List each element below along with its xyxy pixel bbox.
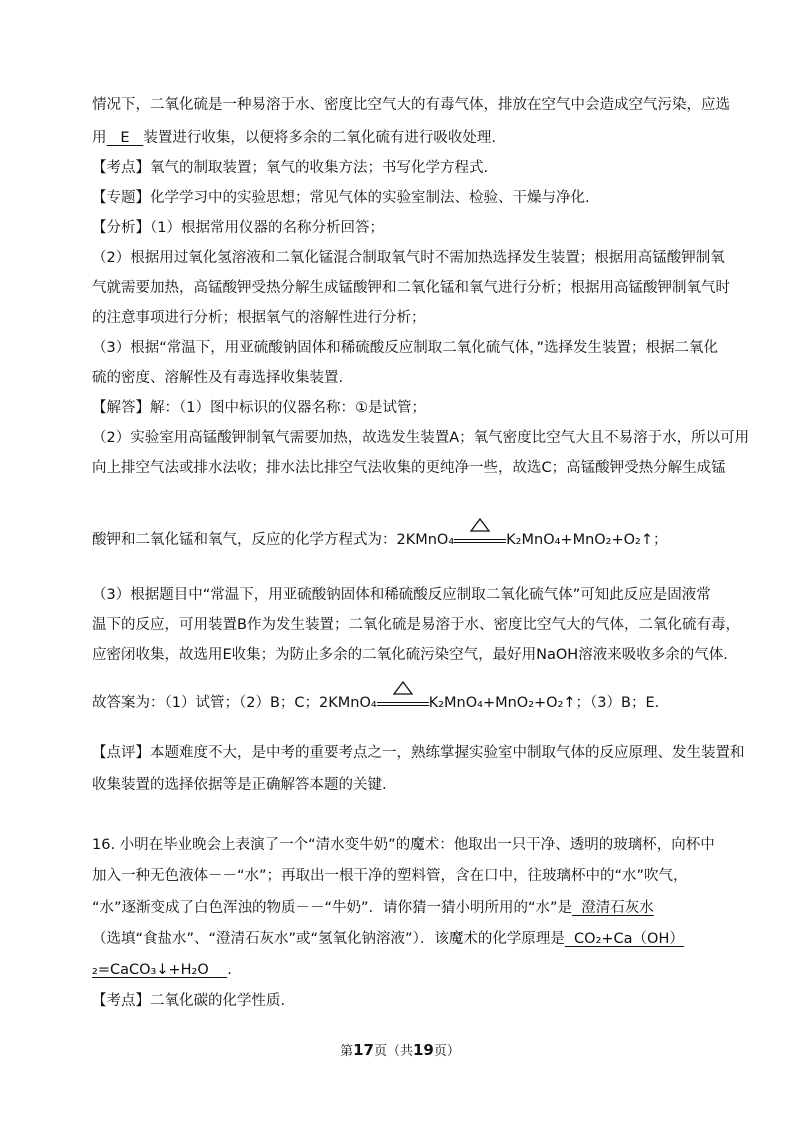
answer-text: ₂=CaCO₃↓+H₂O [92, 962, 209, 978]
line-19: 【点评】本题难度不大，是中考的重要考点之一，熟练掌握实验室中制取气体的反应原理、发生装置和 [92, 745, 745, 761]
text: . [227, 962, 232, 978]
line-1: 情况下，二氧化硫是一种易溶于水、密度比空气大的有毒气体，排放在空气中会造成空气污染，应选 [92, 97, 730, 113]
text: 故答案为：（1）试管；（2）B；C； [92, 695, 320, 711]
line-10: 硫的密度、溶解性及有毒选择收集装置. [92, 370, 344, 386]
line-4: 【专题】化学学习中的实验思想；常见气体的实验室制法、检验、干燥与净化. [92, 190, 590, 206]
line-5: 【分析】（1）根据常用仪器的名称分析回答； [92, 220, 384, 236]
answer-text: 澄清石灰水 [581, 900, 654, 916]
text: 装置进行收集，以便将多余的二氧化硫有进行吸收处理. [143, 130, 496, 146]
line-24 [92, 929, 684, 949]
line-2 [92, 128, 496, 148]
line-26: 【考点】二氧化碳的化学性质. [92, 993, 286, 1009]
heat-arrow [454, 530, 506, 550]
answer-blank [107, 130, 144, 146]
line-20: 收集装置的选择依据等是正确解答本题的关键. [92, 777, 387, 793]
line-18-answer [92, 693, 659, 713]
line-17: 应密闭收集，故选用E收集；为防止多余的二氧化硫污染空气，最好用NaOH溶液来吸收多余的气体. [92, 647, 728, 663]
equation-right: K₂MnO₄+MnO₂+O₂↑； [506, 532, 668, 548]
page-total: 19 [413, 1041, 434, 1059]
page-number: 17 [353, 1041, 374, 1059]
line-15: （3）根据题目中“常温下，用亚硫酸钠固体和稀硫酸反应制取二氧化硫气体”可知此反应是固液常 [92, 587, 711, 603]
text: “水”逐渐变成了白色浑浊的物质－－“牛奶”．请你猜一猜小明所用的“水”是 [92, 900, 573, 916]
text: 用 [92, 130, 107, 146]
line-12: （2）实验室用高锰酸钾制氧气需要加热，故选发生装置A；氧气密度比空气大且不易溶于水，所以可用 [92, 430, 750, 446]
line-22: 加入一种无色液体－－“水”；再取出一根干净的塑料管，含在口中，往玻璃杯中的“水”吹气， [92, 868, 688, 884]
answer-blank [92, 962, 227, 978]
text: （选填“食盐水”、“澄清石灰水”或“氢氧化钠溶液”）．该魔术的化学原理是 [92, 931, 565, 947]
answer-text: CO₂+Ca（OH） [574, 931, 684, 947]
footer-text: 第 [340, 1044, 354, 1059]
equation-right: K₂MnO₄+MnO₂+O₂↑；（3）B；E. [428, 695, 660, 711]
page-footer [0, 1040, 800, 1059]
answer-text: E [120, 130, 130, 146]
line-7: 气就需要加热，高锰酸钾受热分解生成锰酸钾和二氧化锰和氧气进行分析；根据用高锰酸钾制氧气时 [92, 280, 730, 296]
line-16: 温下的反应，可用装置B作为发生装置；二氧化硫是易溶于水、密度比空气大的气体，二氧化硫有毒， [92, 617, 740, 633]
line-11: 【解答】解：（1）图中标识的仪器名称：①是试管； [92, 400, 426, 416]
text: 酸钾和二氧化锰和氧气，反应的化学方程式为： [92, 532, 397, 548]
heat-triangle-icon [393, 681, 413, 695]
heat-arrow [377, 693, 429, 713]
line-25 [92, 960, 232, 980]
answer-blank [565, 931, 684, 947]
line-23 [92, 898, 654, 918]
line-13: 向上排空气法或排水法收；排水法比排空气法收集的更纯净一些，故选C；高锰酸钾受热分解生成锰 [92, 460, 726, 476]
line-14-equation [92, 530, 668, 550]
line-8: 的注意事项进行分析；根据氧气的溶解性进行分析； [92, 310, 426, 326]
answer-blank [572, 900, 654, 916]
footer-text: 页（共 [373, 1044, 413, 1059]
footer-text: 页） [433, 1044, 460, 1059]
line-6: （2）根据用过氧化氢溶液和二氧化锰混合制取氧气时不需加热选择发生装置；根据用高锰酸钾制氧 [92, 250, 725, 266]
equation-left: 2KMnO₄ [396, 532, 455, 548]
heat-triangle-icon [470, 518, 490, 532]
line-21: 16. 小明在毕业晚会上表演了一个“清水变牛奶”的魔术：他取出一只干净、透明的玻璃杯，向杯中 [92, 837, 715, 853]
line-9: （3）根据“常温下，用亚硫酸钠固体和稀硫酸反应制取二氧化硫气体，”选择发生装置；根据二氧化 [92, 340, 718, 356]
equation-left: 2KMnO₄ [319, 695, 377, 711]
line-3: 【考点】氧气的制取装置；氧气的收集方法；书写化学方程式. [92, 160, 489, 176]
